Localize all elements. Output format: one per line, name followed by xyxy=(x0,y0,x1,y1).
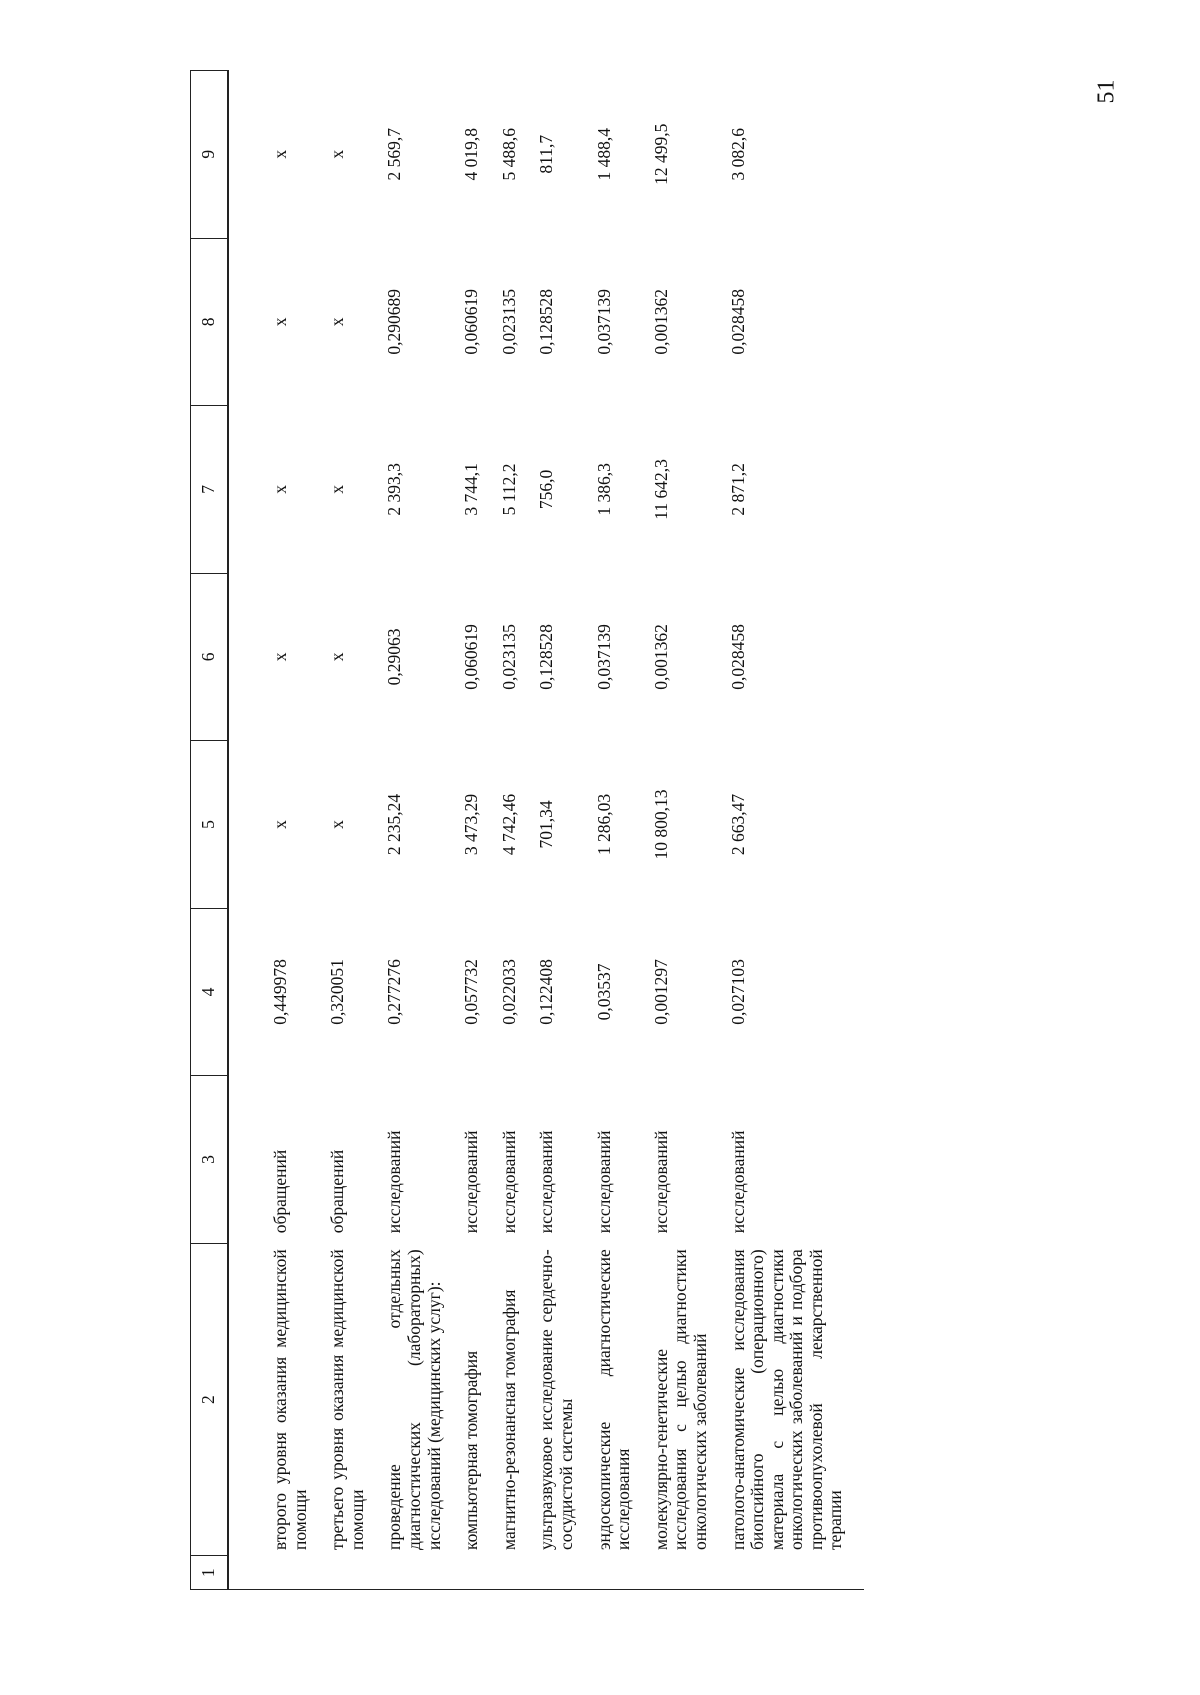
row-value-col6: 0,29063 xyxy=(384,628,405,686)
table-row xyxy=(652,71,729,1590)
row-value-col8: x xyxy=(270,317,290,327)
row-value-col8: 0,023135 xyxy=(498,289,519,355)
row-value-col9: 4 019,8 xyxy=(461,128,482,181)
column-header-1: 1 xyxy=(191,1556,229,1590)
row-value-col4: 0,449978 xyxy=(270,959,290,1025)
row-value-col5: 3 473,29 xyxy=(461,793,482,856)
row-value-col6: 0,023135 xyxy=(498,624,519,690)
row-value-col9: 12 499,5 xyxy=(650,123,671,185)
table-row xyxy=(729,71,865,1590)
row-name-cell: проведение отдельных диагностических (лабораторных) исследований (медицинских услуг): xyxy=(384,1249,444,1550)
row-value-col7: 756,0 xyxy=(536,469,557,510)
row-unit-cell: исследований xyxy=(650,1130,671,1234)
rotated-table-wrapper xyxy=(190,70,1090,1590)
row-value-col6: x xyxy=(327,652,348,662)
row-value-col4: 0,03537 xyxy=(593,963,614,1021)
column-header-5: 5 xyxy=(191,741,229,909)
table-row xyxy=(500,71,538,1590)
row-unit-cell: исследований xyxy=(461,1130,482,1234)
row-unit-cell: исследований xyxy=(498,1130,519,1234)
row-number-cell xyxy=(328,1556,385,1590)
table-row xyxy=(595,71,652,1590)
row-value-col5: x xyxy=(327,820,348,829)
row-value-col4: 0,001297 xyxy=(650,959,671,1025)
row-value-col4: 0,277276 xyxy=(384,959,405,1025)
row-value-col7: 2 393,3 xyxy=(384,463,405,516)
row-name-cell: второго уровня оказания медицинской помощи xyxy=(270,1249,310,1550)
row-value-col6: 0,028458 xyxy=(727,624,748,690)
row-value-col8: 0,128528 xyxy=(536,289,557,355)
table-header-row xyxy=(191,71,229,1590)
row-value-col7: 5 112,2 xyxy=(498,463,519,516)
row-unit-cell: исследований xyxy=(384,1130,405,1234)
row-value-col4: 0,022033 xyxy=(498,959,519,1025)
table-row xyxy=(328,71,385,1590)
row-value-col9: 1 488,4 xyxy=(593,128,614,181)
table-body xyxy=(228,71,864,1590)
row-value-col4: 0,027103 xyxy=(727,959,748,1025)
row-unit-cell: исследований xyxy=(593,1130,614,1234)
column-header-8: 8 xyxy=(191,238,229,406)
row-name-cell: молекулярно-генетические исследования с целью диагностики онкологических заболеваний xyxy=(650,1249,710,1550)
row-value-col7: 1 386,3 xyxy=(593,463,614,516)
column-header-2: 2 xyxy=(191,1243,229,1556)
row-name-cell: ультразвуковое исследование сердечно-сосудистой системы xyxy=(536,1249,576,1550)
row-value-col7: x xyxy=(327,485,348,494)
row-value-col5: 2 663,47 xyxy=(727,793,748,856)
column-header-3: 3 xyxy=(191,1076,229,1244)
row-number-cell xyxy=(228,1556,328,1590)
row-value-col8: 0,001362 xyxy=(650,289,671,355)
page-number: 51 xyxy=(1093,79,1120,104)
row-unit-cell: исследований xyxy=(536,1130,557,1234)
row-value-col9: 5 488,6 xyxy=(498,128,519,181)
row-name-cell: компьютерная томография xyxy=(461,1350,482,1550)
row-number-cell xyxy=(385,1556,462,1590)
row-value-col8: 0,028458 xyxy=(727,289,748,355)
column-header-6: 6 xyxy=(191,573,229,741)
row-value-col5: x xyxy=(270,820,290,829)
row-value-col6: 0,060619 xyxy=(461,624,482,690)
table-row xyxy=(537,71,594,1590)
row-value-col4: 0,320051 xyxy=(327,959,348,1025)
row-value-col9: 811,7 xyxy=(536,134,557,174)
row-value-col5: 701,34 xyxy=(536,800,557,849)
row-value-col7: 3 744,1 xyxy=(461,463,482,516)
row-value-col5: 2 235,24 xyxy=(384,793,405,856)
row-unit-cell: обращений xyxy=(327,1149,348,1234)
row-value-col8: 0,037139 xyxy=(593,289,614,355)
row-name-cell: патолого-анатомические исследования биопсийного (операционного) материала с целью диагностики онкологических заболеваний и подбора противоопухолевой лекарственной терапии xyxy=(727,1249,846,1550)
row-value-col8: 0,290689 xyxy=(384,289,405,355)
column-header-7: 7 xyxy=(191,406,229,574)
row-value-col6: 0,128528 xyxy=(536,624,557,690)
row-value-col9: 2 569,7 xyxy=(384,128,405,181)
row-value-col4: 0,122408 xyxy=(536,959,557,1025)
row-value-col9: x xyxy=(270,149,290,159)
row-value-col5: 4 742,46 xyxy=(498,793,519,856)
row-value-col8: 0,060619 xyxy=(461,289,482,355)
row-value-col7: x xyxy=(270,485,290,494)
row-value-col6: x xyxy=(270,652,290,662)
row-name-cell: магнитно-резонансная томография xyxy=(498,1289,519,1550)
row-unit-cell: исследований xyxy=(727,1130,748,1234)
row-value-col4: 0,057732 xyxy=(461,959,482,1025)
row-value-col6: 0,001362 xyxy=(650,624,671,690)
row-number-cell xyxy=(595,1556,652,1590)
table-row xyxy=(462,71,500,1590)
row-unit-cell: обращений xyxy=(270,1149,290,1234)
row-value-col9: x xyxy=(327,149,348,159)
row-value-col7: 11 642,3 xyxy=(650,459,671,520)
row-value-col5: 10 800,13 xyxy=(650,789,671,860)
row-value-col9: 3 082,6 xyxy=(727,128,748,181)
table-row xyxy=(385,71,462,1590)
row-number-cell xyxy=(729,1556,865,1590)
column-header-9: 9 xyxy=(191,71,229,239)
tariff-table xyxy=(190,70,864,1590)
table-row xyxy=(228,71,328,1590)
row-number-cell xyxy=(500,1556,538,1590)
row-number-cell xyxy=(537,1556,594,1590)
row-number-cell xyxy=(462,1556,500,1590)
row-value-col5: 1 286,03 xyxy=(593,793,614,856)
row-name-cell: эндоскопические диагностические исследования xyxy=(593,1249,634,1550)
row-value-col7: 2 871,2 xyxy=(727,463,748,516)
row-name-cell: третьего уровня оказания медицинской помощи xyxy=(327,1249,367,1550)
row-value-col8: x xyxy=(327,317,348,327)
row-value-col6: 0,037139 xyxy=(593,624,614,690)
column-header-4: 4 xyxy=(191,908,229,1076)
row-number-cell xyxy=(652,1556,729,1590)
